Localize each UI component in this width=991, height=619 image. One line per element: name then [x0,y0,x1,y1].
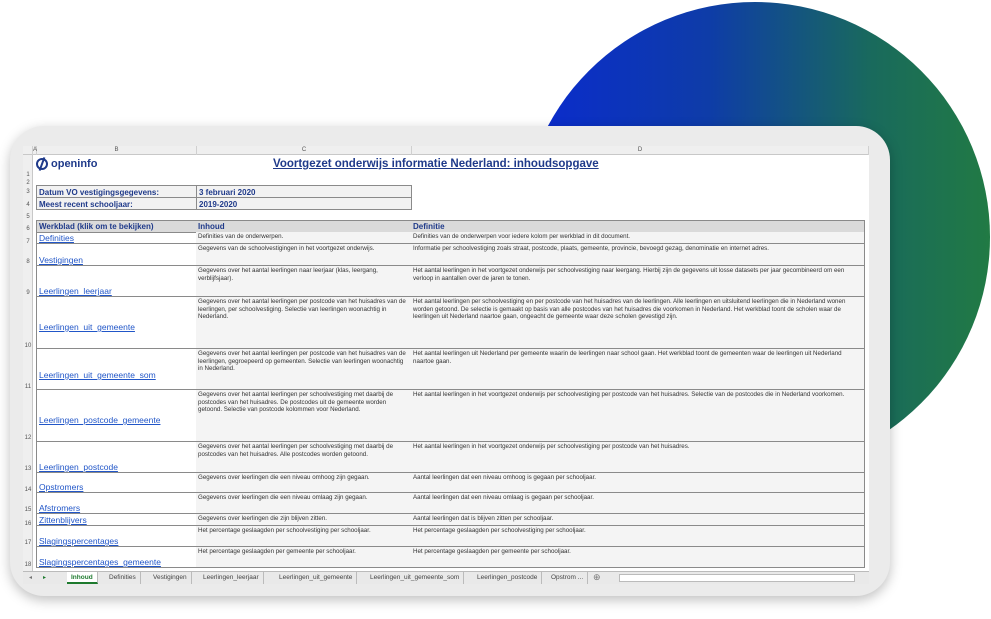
link-vestigingen[interactable]: Vestigingen [36,244,197,266]
row-number[interactable]: 1 [26,172,30,178]
link-leerlingen-postcode[interactable]: Leerlingen_postcode [36,442,197,473]
row-number[interactable]: 11 [24,384,32,390]
tab-definities[interactable]: Definities [105,572,141,584]
inhoud-cell[interactable]: Gegevens over het aantal leerlingen naar leerjaar (klas, leergang, verblijfsjaar). [196,266,412,297]
column-header-a[interactable]: A [33,147,38,153]
definitie-cell[interactable]: Het aantal leerlingen in het voortgezet onderwijs per schoolvestiging per postcode van het huisadres. [411,442,865,473]
inhoud-cell[interactable]: Het percentage geslaagden per schoolvestiging per schooljaar. [196,526,412,547]
row-number[interactable]: 12 [24,435,32,441]
tab-leerlingen-uit-gemeente-som[interactable]: Leerlingen_uit_gemeente_som [366,572,464,584]
link-zittenblijvers[interactable]: Zittenblijvers [36,514,197,526]
tab-inhoud[interactable]: Inhoud [67,572,98,584]
inhoud-cell[interactable]: Het percentage geslaagden per gemeente per schooljaar. [196,547,412,568]
tab-scroll-right-icon[interactable]: ▸ [43,575,47,581]
tab-opstromers[interactable]: Opstrom ... [547,572,588,584]
link-leerlingen-leerjaar[interactable]: Leerlingen_leerjaar [36,266,197,297]
inhoud-cell[interactable]: Gegevens over leerlingen die een niveau omhoog zijn gegaan. [196,473,412,493]
column-header-b[interactable]: B [37,146,197,155]
definitie-cell[interactable]: Aantal leerlingen dat is blijven zitten per schooljaar. [411,514,865,526]
column-header-d[interactable]: D [412,146,869,155]
openinfo-logo [36,158,97,170]
definitie-cell[interactable]: Het aantal leerlingen uit Nederland per gemeente waarin de leerlingen naar school gaan. Het werkblad toont de gemeenten waar de leerlingen uit Nederland naartoe gaan. [411,349,865,390]
datum-value[interactable]: 3 februari 2020 [196,185,412,198]
logo-text: openinfo [51,158,98,170]
row-number[interactable]: 7 [26,239,30,245]
definitie-cell[interactable]: Het aantal leerlingen in het voortgezet onderwijs per schoolvestiging per postcode van het huisadres. Selectie van de postcodes die in Nederland voorkomen. [411,390,865,442]
inhoud-cell[interactable]: Gegevens over het aantal leerlingen per postcode van het huisadres van de leerlingen, gegroepeerd op gemeenten. Selectie van leerlingen woonachtig in Nederland. [196,349,412,390]
row-number[interactable]: 15 [24,507,32,513]
sheet-tab-bar [23,571,869,584]
schooljaar-label: Meest recent schooljaar: [36,197,197,210]
row-number[interactable]: 4 [26,202,30,208]
tab-leerlingen-uit-gemeente[interactable]: Leerlingen_uit_gemeente [275,572,357,584]
link-leerlingen-uit-gemeente[interactable]: Leerlingen_uit_gemeente [36,297,197,349]
horizontal-scrollbar[interactable] [619,574,855,582]
row-number[interactable]: 8 [26,259,30,265]
definitie-cell[interactable]: Aantal leerlingen dat een niveau omlaag is gegaan per schooljaar. [411,493,865,514]
inhoud-cell[interactable]: Gegevens over het aantal leerlingen per postcode van het huisadres van de leerlingen, per schoolvestiging. Selectie van leerlingen woonachtig in Nederland. [196,297,412,349]
datum-label: Datum VO vestigingsgegevens: [36,185,197,198]
row-number[interactable]: 6 [26,226,30,232]
row-number[interactable]: 14 [24,487,32,493]
inhoud-cell[interactable]: Definities van de onderwerpen. [196,232,412,244]
select-all-corner[interactable] [23,146,33,155]
row-number[interactable]: 10 [24,343,32,349]
link-leerlingen-uit-gemeente-som[interactable]: Leerlingen_uit_gemeente_som [36,349,197,390]
row-number[interactable]: 18 [24,562,32,568]
inhoud-cell[interactable]: Gegevens over leerlingen die zijn blijven zitten. [196,514,412,526]
link-afstromers[interactable]: Afstromers [36,493,197,514]
row-headers [23,155,33,575]
row-number[interactable]: 5 [26,214,30,220]
link-slagingspercentages[interactable]: Slagingspercentages [36,526,197,547]
tab-vestigingen[interactable]: Vestigingen [149,572,192,584]
page-title: Voortgezet onderwijs informatie Nederland: inhoudsopgave [273,158,599,170]
link-definities[interactable]: Definities [36,232,197,244]
inhoud-cell[interactable]: Gegevens over het aantal leerlingen per schoolvestiging met daarbij de postcodes van het huisadres. De postcodes uit de gemeente worden getoond. Selectie van postcode kolommen voor Nederland. [196,390,412,442]
tab-leerlingen-leerjaar[interactable]: Leerlingen_leerjaar [199,572,264,584]
tab-leerlingen-postcode[interactable]: Leerlingen_postcode [473,572,542,584]
header-inhoud[interactable]: Inhoud [196,220,412,233]
link-slagingspercentages-gemeente[interactable]: Slagingspercentages_gemeente [36,547,197,568]
add-sheet-icon[interactable]: ⊕ [593,572,601,582]
column-headers [23,146,869,155]
tab-scroll-left-icon[interactable]: ◂ [29,575,33,581]
inhoud-cell[interactable]: Gegevens over het aantal leerlingen per schoolvestiging met daarbij de postcodes van het huisadres. Alle postcodes worden getoond. [196,442,412,473]
row-number[interactable]: 9 [26,290,30,296]
definitie-cell[interactable]: Aantal leerlingen dat een niveau omhoog is gegaan per schooljaar. [411,473,865,493]
header-definitie[interactable]: Definitie [411,220,865,233]
row-number[interactable]: 13 [24,466,32,472]
definitie-cell[interactable]: Informatie per schoolvestiging zoals straat, postcode, plaats, gemeente, provincie, bevoegd gezag, denominatie en internet adres. [411,244,865,266]
definitie-cell[interactable]: Het aantal leerlingen in het voortgezet onderwijs per schoolvestiging naar leergang. Hierbij zijn de gegevens uit losse datasets per jaar gecombineerd om een verloop in aantallen over de jaren te tonen. [411,266,865,297]
schooljaar-value[interactable]: 2019-2020 [196,197,412,210]
spreadsheet [23,146,869,584]
inhoud-cell[interactable]: Gegevens over leerlingen die een niveau omlaag zijn gegaan. [196,493,412,514]
inhoud-cell[interactable]: Gegevens van de schoolvestigingen in het voortgezet onderwijs. [196,244,412,266]
definitie-cell[interactable]: Het aantal leerlingen per schoolvestiging en per postcode van het huisadres van de leerlingen. Alle leerlingen en uitsluitend leerlingen die in Nederland wonen worden getoond. De selectie is gemaakt op basis van alle postcodes van het huisadres die voorkomen in Nederland. Het werkblad toont de scholen waar de leerlingen uit Nederland naartoe gaan, ongeacht de gemeente waar deze scholen gevestigd zijn. [411,297,865,349]
definitie-cell[interactable]: Definities van de onderwerpen voor iedere kolom per werkblad in dit document. [411,232,865,244]
definitie-cell[interactable]: Het percentage geslaagden per gemeente per schooljaar. [411,547,865,568]
link-leerlingen-postcode-gemeente[interactable]: Leerlingen_postcode_gemeente [36,390,197,442]
definitie-cell[interactable]: Het percentage geslaagden per schoolvestiging per schooljaar. [411,526,865,547]
header-werkblad[interactable]: Werkblad (klik om te bekijken) [36,220,197,233]
row-number[interactable]: 16 [24,521,32,527]
row-number[interactable]: 3 [26,189,30,195]
column-header-c[interactable]: C [197,146,412,155]
openinfo-logo-icon [36,158,48,170]
link-opstromers[interactable]: Opstromers [36,473,197,493]
row-number[interactable]: 17 [24,540,32,546]
row-number[interactable]: 2 [26,180,30,186]
